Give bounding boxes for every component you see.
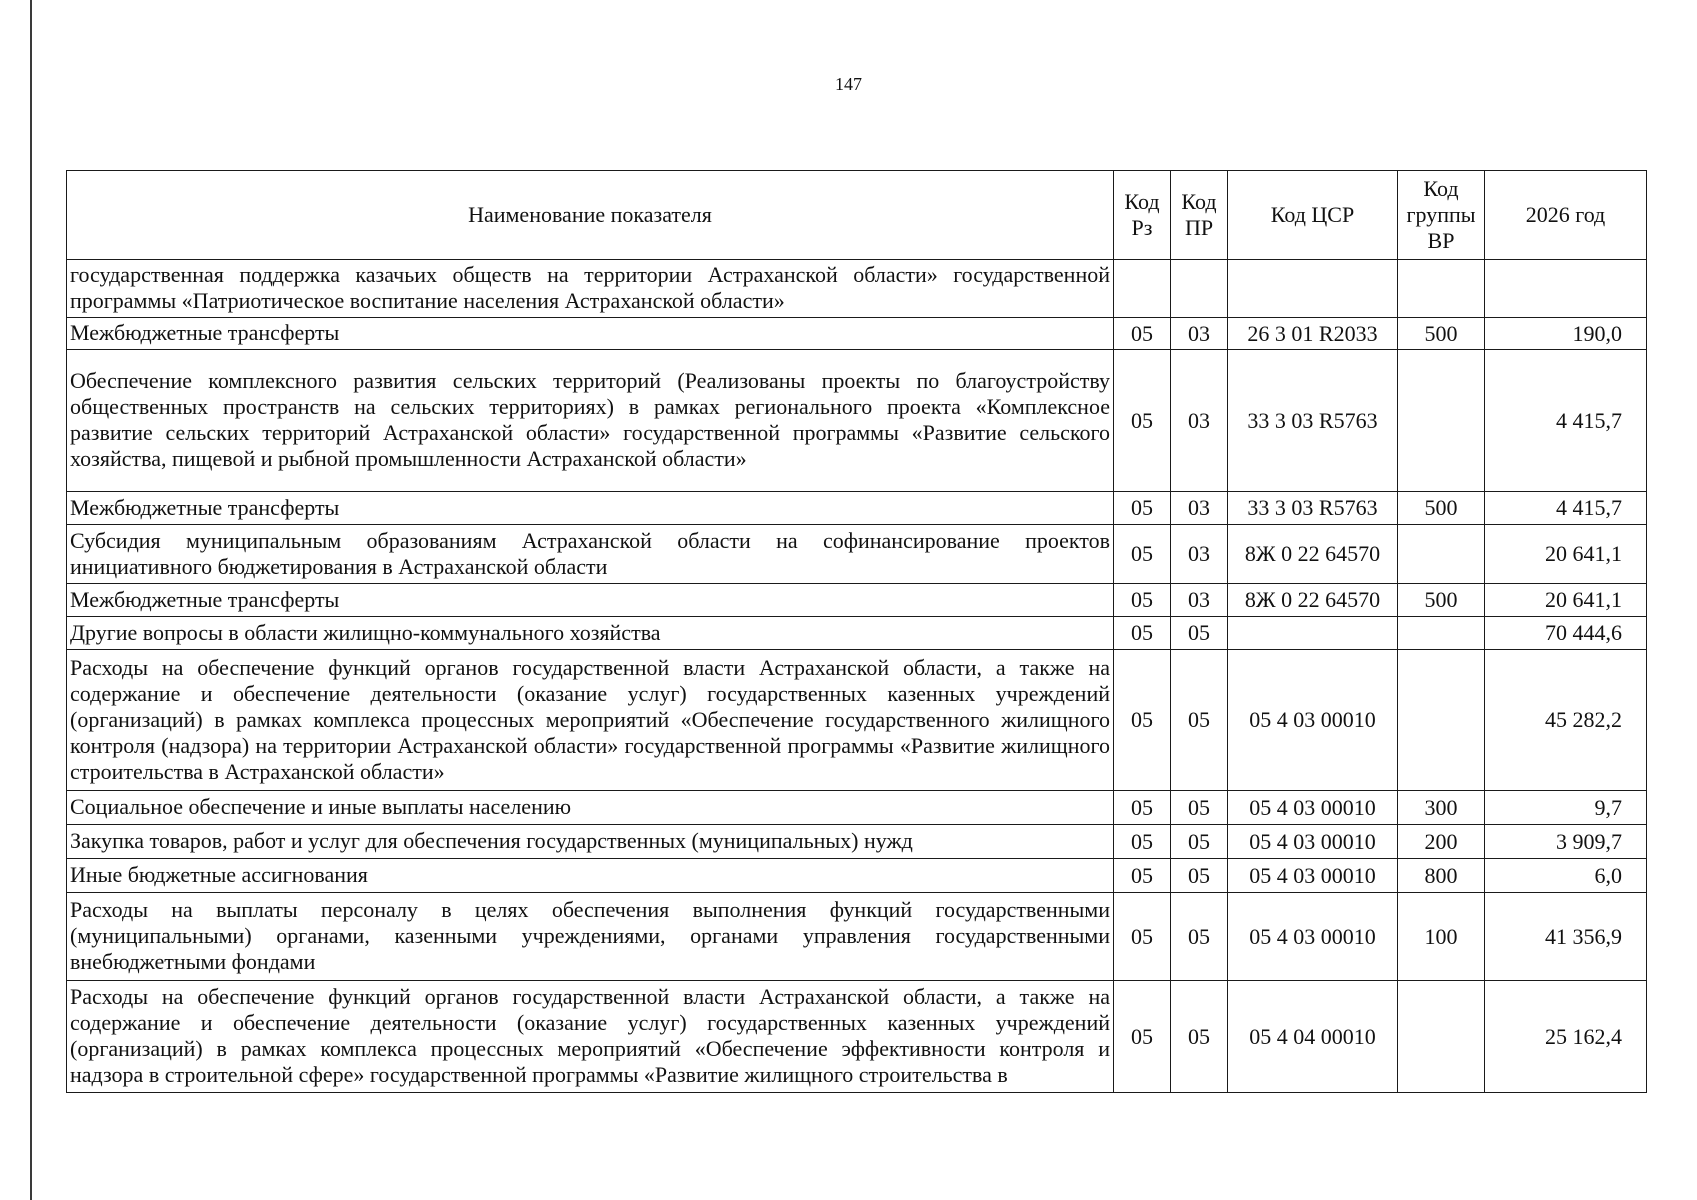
table-row	[67, 525, 1647, 584]
row-vr: 100	[1398, 893, 1485, 981]
row-pr: 03	[1171, 584, 1228, 617]
row-rz: 05	[1114, 525, 1171, 584]
row-vr: 500	[1398, 584, 1485, 617]
row-amount: 20 641,1	[1485, 584, 1647, 617]
row-rz: 05	[1114, 350, 1171, 492]
row-name: Обеспечение комплексного развития сельских территорий (Реализованы проекты по благоустройству общественных пространств на сельских территориях) в рамках регионального проекта «Комплексное развитие сельских территорий Астраханской области» государственной программы «Развитие сельского хозяйства, пищевой и рыбной промышленности Астраханской области»	[67, 350, 1114, 492]
row-rz: 05	[1114, 859, 1171, 893]
row-name: Социальное обеспечение и иные выплаты населению	[67, 791, 1114, 825]
header-pr: Код ПР	[1171, 171, 1228, 260]
row-csr: 05 4 03 00010	[1228, 650, 1398, 791]
row-name: Другие вопросы в области жилищно-коммунального хозяйства	[67, 617, 1114, 650]
table-row	[67, 859, 1647, 893]
row-csr	[1228, 260, 1398, 318]
row-csr: 8Ж 0 22 64570	[1228, 525, 1398, 584]
row-amount: 20 641,1	[1485, 525, 1647, 584]
row-vr: 500	[1398, 492, 1485, 525]
row-pr: 03	[1171, 492, 1228, 525]
row-amount	[1485, 260, 1647, 318]
row-csr: 05 4 03 00010	[1228, 791, 1398, 825]
row-pr: 03	[1171, 318, 1228, 350]
row-vr	[1398, 981, 1485, 1093]
row-name: Закупка товаров, работ и услуг для обеспечения государственных (муниципальных) нужд	[67, 825, 1114, 859]
row-rz: 05	[1114, 893, 1171, 981]
row-rz: 05	[1114, 650, 1171, 791]
row-pr: 05	[1171, 893, 1228, 981]
row-amount: 70 444,6	[1485, 617, 1647, 650]
row-csr: 8Ж 0 22 64570	[1228, 584, 1398, 617]
row-csr: 05 4 03 00010	[1228, 825, 1398, 859]
row-csr: 05 4 03 00010	[1228, 893, 1398, 981]
row-rz: 05	[1114, 825, 1171, 859]
row-rz: 05	[1114, 318, 1171, 350]
row-name: Иные бюджетные ассигнования	[67, 859, 1114, 893]
row-name: Субсидия муниципальным образованиям Астраханской области на софинансирование проектов инициативного бюджетирования в Астраханской области	[67, 525, 1114, 584]
row-vr	[1398, 617, 1485, 650]
row-amount: 41 356,9	[1485, 893, 1647, 981]
row-csr: 33 3 03 R5763	[1228, 492, 1398, 525]
row-name: государственная поддержка казачьих обществ на территории Астраханской области» государственной программы «Патриотическое воспитание населения Астраханской области»	[67, 260, 1114, 318]
row-vr	[1398, 260, 1485, 318]
page-number: 147	[835, 74, 862, 94]
table-row	[67, 584, 1647, 617]
row-rz: 05	[1114, 492, 1171, 525]
row-name: Межбюджетные трансферты	[67, 492, 1114, 525]
table-row	[67, 318, 1647, 350]
row-csr: 05 4 04 00010	[1228, 981, 1398, 1093]
row-name: Расходы на обеспечение функций органов государственной власти Астраханской области, а также на содержание и обеспечение деятельности (оказание услуг) государственных казенных учреждений (организаций) в рамках комплекса процессных мероприятий «Обеспечение государственного жилищного контроля (надзора) на территории Астраханской области» государственной программы «Развитие жилищного строительства в Астраханской области»	[67, 650, 1114, 791]
row-pr	[1171, 260, 1228, 318]
row-amount: 3 909,7	[1485, 825, 1647, 859]
row-vr	[1398, 350, 1485, 492]
row-vr	[1398, 650, 1485, 791]
row-vr	[1398, 525, 1485, 584]
row-amount: 190,0	[1485, 318, 1647, 350]
row-amount: 25 162,4	[1485, 981, 1647, 1093]
row-pr: 05	[1171, 859, 1228, 893]
row-rz: 05	[1114, 584, 1171, 617]
table-row	[67, 825, 1647, 859]
row-pr: 03	[1171, 525, 1228, 584]
table-row	[67, 350, 1647, 492]
header-year: 2026 год	[1485, 171, 1647, 260]
row-rz: 05	[1114, 617, 1171, 650]
table-row	[67, 617, 1647, 650]
row-csr: 05 4 03 00010	[1228, 859, 1398, 893]
row-pr: 05	[1171, 981, 1228, 1093]
table-row	[67, 791, 1647, 825]
row-csr: 33 3 03 R5763	[1228, 350, 1398, 492]
scan-edge-line	[30, 0, 32, 1200]
row-rz	[1114, 260, 1171, 318]
row-name: Межбюджетные трансферты	[67, 318, 1114, 350]
row-vr: 500	[1398, 318, 1485, 350]
row-rz: 05	[1114, 791, 1171, 825]
row-pr: 05	[1171, 650, 1228, 791]
row-name: Межбюджетные трансферты	[67, 584, 1114, 617]
table-row	[67, 981, 1647, 1093]
header-vr: Код группы ВР	[1398, 171, 1485, 260]
row-amount: 4 415,7	[1485, 350, 1647, 492]
table-row	[67, 650, 1647, 791]
header-csr: Код ЦСР	[1228, 171, 1398, 260]
row-csr: 26 3 01 R2033	[1228, 318, 1398, 350]
row-amount: 4 415,7	[1485, 492, 1647, 525]
row-name: Расходы на выплаты персоналу в целях обеспечения выполнения функций государственными (муниципальными) органами, казенными учреждениями, органами управления государственными внебюджетными фондами	[67, 893, 1114, 981]
row-rz: 05	[1114, 981, 1171, 1093]
row-vr: 200	[1398, 825, 1485, 859]
row-pr: 05	[1171, 825, 1228, 859]
table-row	[67, 260, 1647, 318]
row-amount: 45 282,2	[1485, 650, 1647, 791]
budget-table	[66, 170, 1647, 1093]
table-header-row	[67, 171, 1647, 260]
row-pr: 05	[1171, 791, 1228, 825]
header-rz: Код Рз	[1114, 171, 1171, 260]
header-name: Наименование показателя	[67, 171, 1114, 260]
table-row	[67, 492, 1647, 525]
row-pr: 03	[1171, 350, 1228, 492]
row-vr: 800	[1398, 859, 1485, 893]
row-pr: 05	[1171, 617, 1228, 650]
table-row	[67, 893, 1647, 981]
row-name: Расходы на обеспечение функций органов государственной власти Астраханской области, а также на содержание и обеспечение деятельности (оказание услуг) государственных казенных учреждений (организаций) в рамках комплекса процессных мероприятий «Обеспечение эффективности контроля и надзора в строительной сфере» государственной программы «Развитие жилищного строительства в	[67, 981, 1114, 1093]
row-amount: 6,0	[1485, 859, 1647, 893]
row-vr: 300	[1398, 791, 1485, 825]
row-csr	[1228, 617, 1398, 650]
row-amount: 9,7	[1485, 791, 1647, 825]
